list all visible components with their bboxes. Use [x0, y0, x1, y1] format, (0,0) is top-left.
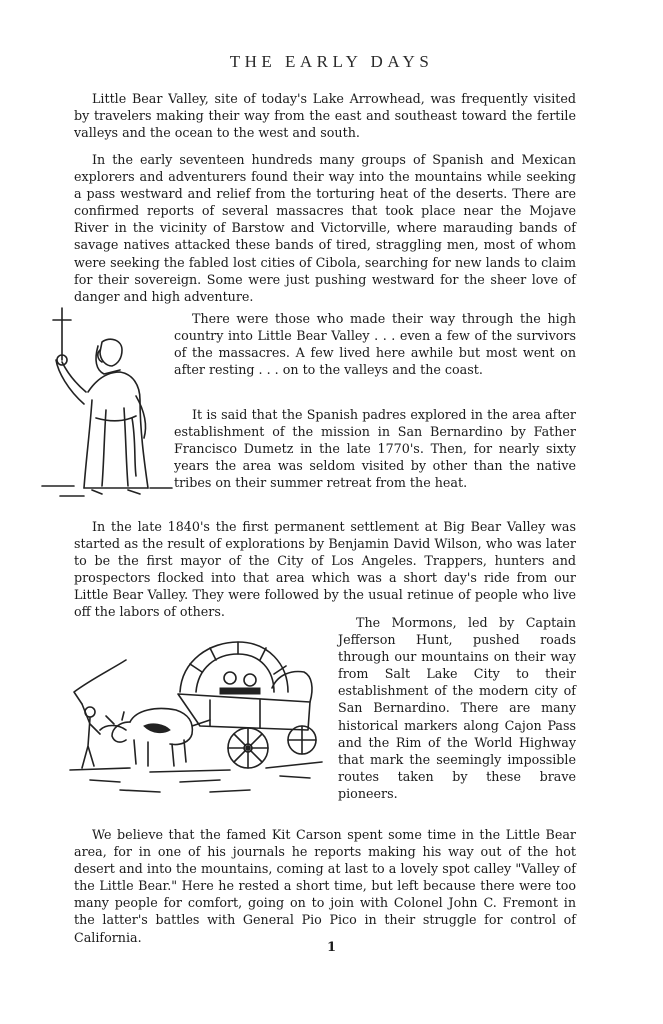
padre-illustration: [40, 300, 175, 510]
paragraph-padres: It is said that the Spanish padres explored in the area after establishment of the mission in San Bernardino by Father Francisco Dumetz in the late 1770's. Then, for nearly sixty years the area was seldom visited by other than the native tribes on their summer retreat from the heat.: [174, 407, 576, 491]
covered-wagon-icon: [60, 630, 325, 820]
paragraph-survivors: There were those who made their way through the high country into Little Bear Valley . . . even a few of the survivors of the massacres. A few lived here awhile but most went on after resting . . . on to the valleys and the coast.: [174, 311, 576, 378]
paragraph-intro: Little Bear Valley, site of today's Lake Arrowhead, was frequently visited by travelers making their way from the east and southeast toward the fertile valleys and the ocean to the west and south.: [74, 91, 576, 141]
padre-with-cross-icon: [40, 300, 175, 510]
wagon-illustration: [60, 630, 325, 820]
paragraph-big-bear-settlement: In the late 1840's the first permanent settlement at Big Bear Valley was started as the result of explorations by Benjamin David Wilson, who was later to be the first mayor of the City of Los Angeles. Trappers, hunters and prospectors flocked into that area which was a short day's ride from our Little Bear Valley. They were followed by the usual retinue of people who live off the labors of others.: [74, 519, 576, 620]
paragraph-spanish-explorers: In the early seventeen hundreds many groups of Spanish and Mexican explorers and adventurers found their way into the mountains while seeking a pass westward and relief from the torturing heat of the deserts. There are confirmed reports of several massacres that took place near the Mojave River in the vicinity of Barstow and Victorville, where marauding bands of savage natives attacked these bands of tired, straggling men, most of whom were seeking the fabled lost cities of Cibola, searching for new lands to claim for their sovereign. Some were just pushing westward for the sheer love of danger and high adventure.: [74, 152, 576, 304]
page-title: THE EARLY DAYS: [229, 52, 434, 71]
paragraph-kit-carson: We believe that the famed Kit Carson spent some time in the Little Bear area, for in one of his journals he reports making his way out of the hot desert and into the mountains, coming at last to a lovely spot calley "Valley of the Little Bear." Here he rested a short time, but left because there were too many people for comfort, going on to join with Colonel John C. Fremont in the latter's battles with General Pio Pico in their struggle for control of California.: [74, 827, 576, 945]
paragraph-mormons: The Mormons, led by Captain Jefferson Hunt, pushed roads through our mountains on their way from Salt Lake City to their establishment of the modern city of San Bernardino. There are many historical markers along Cajon Pass and the Rim of the World Highway that mark the seemingly impossible routes taken by these brave pioneers.: [338, 615, 576, 801]
page-number: 1: [326, 940, 337, 955]
